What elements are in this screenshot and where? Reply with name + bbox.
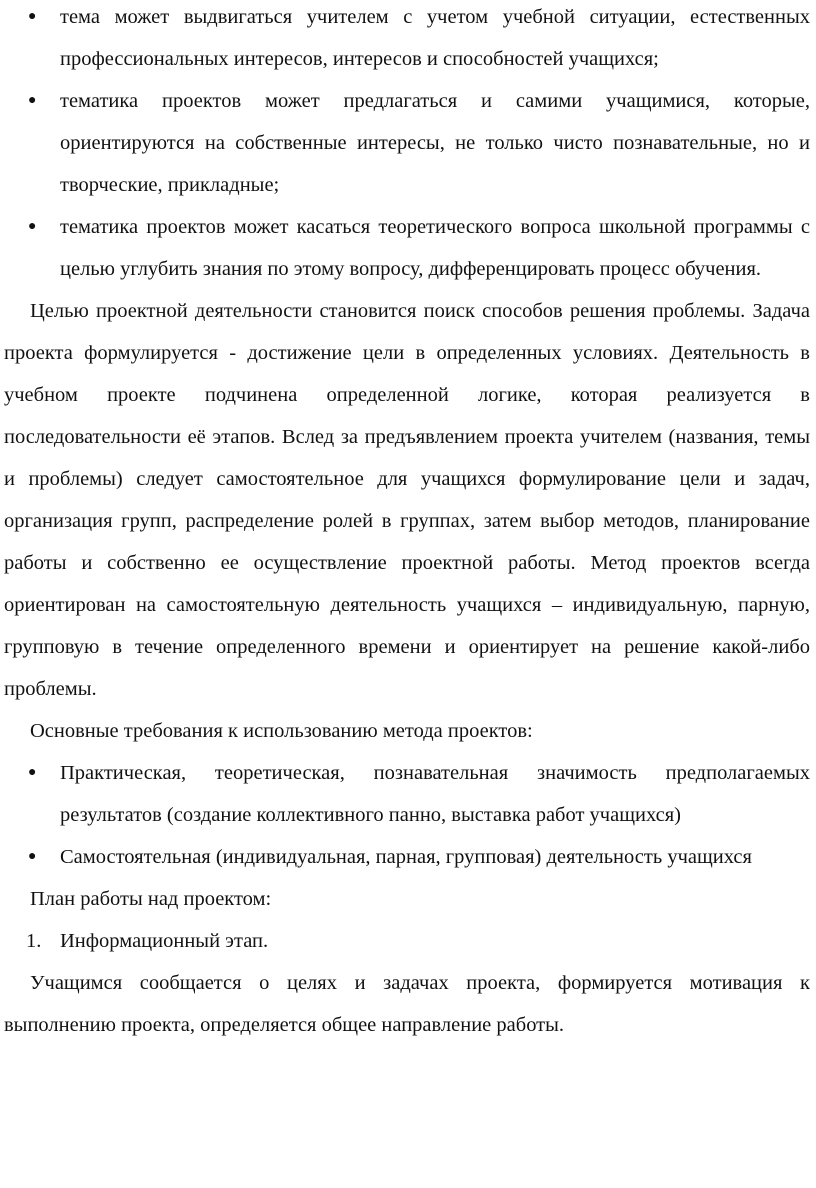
bullet-icon: ● bbox=[28, 93, 37, 108]
list-item bbox=[4, 920, 810, 962]
list-item-text: Практическая, теоретическая, познавательная значимость предполагаемых результатов (создание коллективного панно, выставка работ учащихся) bbox=[60, 762, 810, 826]
plan-numbered-list bbox=[4, 920, 810, 962]
plan-heading: План работы над проектом: bbox=[30, 888, 272, 910]
requirements-bullet-list bbox=[4, 752, 810, 878]
list-item-text: тематика проектов может касаться теоретического вопроса школьной программы с целью углубить знания по этому вопросу, дифференцировать процесс обучения. bbox=[60, 216, 810, 280]
list-item bbox=[4, 206, 810, 290]
list-number: 1. bbox=[26, 930, 42, 952]
list-item bbox=[4, 80, 810, 206]
list-item bbox=[4, 752, 810, 836]
list-item-text: Информационный этап. bbox=[60, 930, 269, 952]
list-item-text: тема может выдвигаться учителем с учетом учебной ситуации, естественных профессиональных интересов, интересов и способностей учащихся; bbox=[60, 6, 810, 70]
requirements-heading: Основные требования к использованию метода проектов: bbox=[30, 720, 533, 742]
list-item-text: Самостоятельная (индивидуальная, парная, групповая) деятельность учащихся bbox=[60, 846, 752, 868]
list-item bbox=[4, 0, 810, 80]
main-paragraph: Целью проектной деятельности становится поиск способов решения проблемы. Задача проекта формулируется - достижение цели в определенных условиях. Деятельность в учебном проекте подчинена определенной логике, которая реализуется в последовательности её этапов. Вслед за предъявлением проекта учителем (названия, темы и проблемы) следует самостоятельное для учащихся формулирование цели и задач, организация групп, распределение ролей в группах, затем выбор методов, планирование работы и собственно ее осуществление проектной работы. Метод проектов всегда ориентирован на самостоятельную деятельность учащихся – индивидуальную, парную, групповую в течение определенного времени и ориентирует на решение какой-либо проблемы. bbox=[4, 300, 810, 700]
list-item-text: тематика проектов может предлагаться и самими учащимися, которые, ориентируются на собственные интересы, не только чисто познавательные, но и творческие, прикладные; bbox=[60, 90, 810, 196]
final-paragraph: Учащимся сообщается о целях и задачах проекта, формируется мотивация к выполнению проекта, определяется общее направление работы. bbox=[4, 972, 810, 1036]
bullet-icon: ● bbox=[28, 765, 37, 780]
topic-bullet-list bbox=[4, 0, 810, 290]
bullet-icon: ● bbox=[28, 219, 37, 234]
bullet-icon: ● bbox=[28, 9, 37, 24]
list-item bbox=[4, 836, 810, 878]
bullet-icon: ● bbox=[28, 849, 37, 864]
